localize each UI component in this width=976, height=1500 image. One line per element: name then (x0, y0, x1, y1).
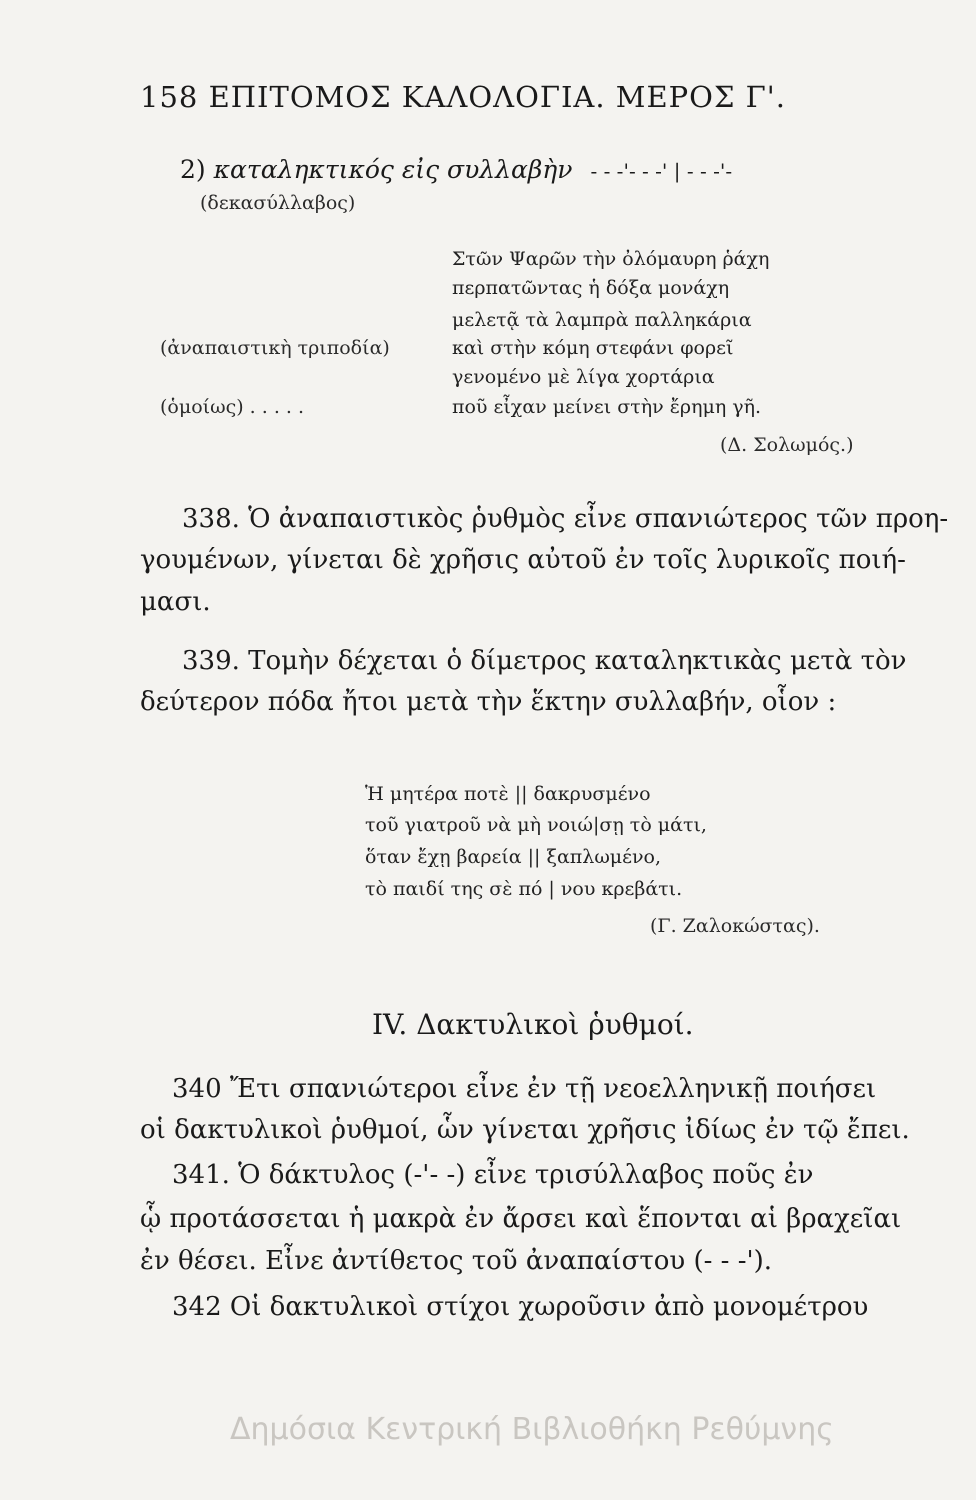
poem2-line: τοῦ γιατροῦ νὰ μὴ νοιώ|σῃ τὸ μάτι, (365, 814, 707, 836)
poem1-line: Στῶν Ψαρῶν τὴν ὀλόμαυρη ῥάχη (452, 248, 770, 270)
para341-line: ᾧ προτάσσεται ἡ μακρὰ ἐν ἄρσει καὶ ἕπονται αἱ βραχεῖαι (140, 1204, 902, 1234)
para342-line: 342 Οἱ δακτυλικοὶ στίχοι χωροῦσιν ἀπὸ μονομέτρου (172, 1292, 869, 1322)
para340-line: 340 Ἔτι σπανιώτεροι εἶνε ἐν τῇ νεοελληνικῇ ποιήσει (172, 1074, 877, 1104)
para339-line: δεύτερον πόδα ἤτοι μετὰ τὴν ἕκτην συλλαβήν, οἷον : (140, 687, 837, 717)
poem1-line: γενομένο μὲ λίγα χορτάρια (452, 366, 715, 388)
poem1-note-anapaest: (ἀναπαιστικὴ τριποδία) (160, 337, 390, 359)
poem1-line: περπατῶντας ἡ δόξα μονάχη (452, 277, 730, 299)
section-2-title (180, 155, 732, 184)
section-number: 2) (180, 155, 206, 184)
para338-line: μασι. (140, 587, 211, 617)
running-header: 158 ΕΠΙΤΟΜΟΣ ΚΑΛΟΛΟΓΙΑ. ΜΕΡΟΣ Γ'. (140, 80, 786, 114)
poem2-line: τὸ παιδί της σὲ πό | νου κρεβάτι. (365, 878, 683, 900)
para339-line: 339. Τομὴν δέχεται ὁ δίμετρος καταληκτικὰς μετὰ τὸν (182, 646, 907, 676)
para340-line: οἱ δακτυλικοὶ ῥυθμοί, ὧν γίνεται χρῆσις ἰδίως ἐν τῷ ἔπει. (140, 1115, 910, 1145)
poem1-line: μελετᾷ τὰ λαμπρὰ παλληκάρια (452, 309, 752, 331)
para341-line: ἐν θέσει. Εἶνε ἀντίθετος τοῦ ἀναπαίστου (- - -'). (140, 1246, 773, 1276)
section-subtitle: (δεκασύλλαβος) (200, 192, 356, 214)
para338-line: γουμένων, γίνεται δὲ χρῆσις αὐτοῦ ἐν τοῖς λυρικοῖς ποιή- (140, 545, 906, 575)
meter-scheme: - - -'- - -' | - - -'- (590, 159, 733, 183)
poem2-line: ὅταν ἔχῃ βαρεία || ξαπλωμένο, (365, 846, 662, 868)
section-title-text: καταληκτικός εἰς συλλαβὴν (213, 155, 573, 184)
library-watermark: Δημόσια Κεντρική Βιβλιοθήκη Ρεθύμνης (230, 1412, 834, 1447)
para338-line: 338. Ὁ ἀναπαιστικὸς ῥυθμὸς εἶνε σπανιώτερος τῶν προη- (182, 504, 949, 534)
poem1-note-similar: (ὁμοίως) . . . . . (160, 396, 305, 418)
poem2-line: Ἡ μητέρα ποτὲ || δακρυσμένο (365, 783, 651, 805)
poem1-author: (Δ. Σολωμός.) (720, 434, 854, 456)
para341-line: 341. Ὁ δάκτυλος (-'- -) εἶνε τρισύλλαβος ποῦς ἐν (172, 1160, 814, 1190)
poem2-author: (Γ. Ζαλοκώστας). (650, 915, 820, 937)
poem1-line: καὶ στὴν κόμη στεφάνι φορεῖ (452, 337, 734, 359)
section-4-heading: IV. Δακτυλικοὶ ῥυθμοί. (372, 1008, 694, 1041)
poem1-line: ποῦ εἶχαν μείνει στὴν ἔρημη γῆ. (452, 396, 762, 418)
